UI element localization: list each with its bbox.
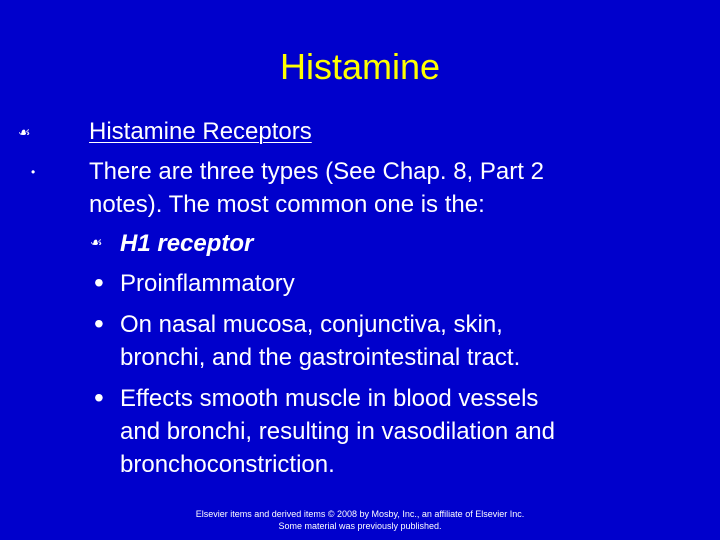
bullet-three-types-line2: notes). The most common one is the:	[89, 191, 485, 218]
sub-bullet-smooth-muscle-line3: bronchoconstriction.	[120, 451, 335, 478]
sub-bullet-nasal-mucosa-line2: bronchi, and the gastrointestinal tract.	[120, 344, 521, 371]
wing-dingbat-icon: ☙	[18, 125, 31, 141]
bullet-histamine-receptors: Histamine Receptors	[89, 118, 312, 145]
copyright-footer	[0, 508, 720, 532]
sub-bullet-proinflammatory: Proinflammatory	[120, 270, 295, 297]
wing-dingbat-icon: ☙	[90, 235, 103, 251]
sub-bullet-nasal-mucosa-line1: On nasal mucosa, conjunctiva, skin,	[120, 311, 503, 338]
slide-title: Histamine	[279, 46, 441, 87]
small-dot-icon: •	[31, 165, 36, 179]
sub-bullet-smooth-muscle-line2: and bronchi, resulting in vasodilation and	[120, 418, 555, 445]
large-dot-icon: •	[94, 308, 104, 339]
footer-line-2: Some material was previously published.	[278, 521, 442, 531]
footer-line-1: Elsevier items and derived items © 2008 by Mosby, Inc., an affiliate of Elsevier Inc.	[195, 509, 525, 519]
bullet-three-types-line1: There are three types (See Chap. 8, Part 2	[89, 158, 544, 185]
large-dot-icon: •	[94, 382, 104, 413]
sub-bullet-h1-receptor: H1 receptor	[120, 230, 254, 257]
large-dot-icon: •	[94, 267, 104, 298]
sub-bullet-smooth-muscle-line1: Effects smooth muscle in blood vessels	[120, 385, 539, 412]
